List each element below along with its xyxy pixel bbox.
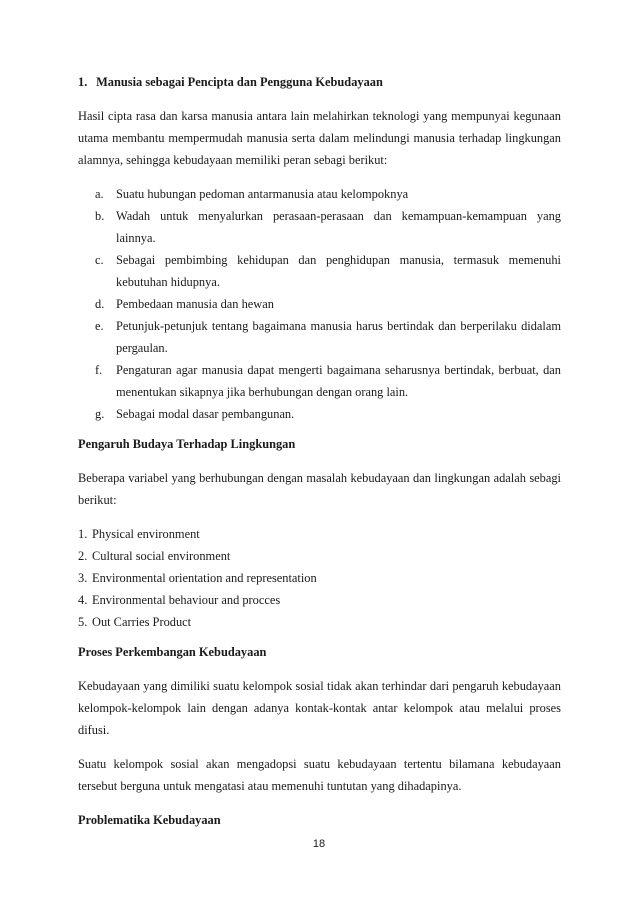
list-item-marker: 1. — [78, 527, 88, 541]
section-heading-1 — [78, 71, 561, 93]
list-item-marker: f. — [95, 363, 103, 377]
section-heading-3: Proses Perkembangan Kebudayaan — [78, 645, 267, 659]
list-item-text: Physical environment — [92, 527, 200, 541]
list-item — [95, 183, 561, 205]
list-item-text: Sebagai modal dasar pembangunan. — [116, 407, 295, 421]
list-item-marker: 3. — [78, 571, 88, 585]
list-item-text: Pembedaan manusia dan hewan — [116, 297, 274, 311]
list-item — [78, 611, 561, 633]
list-item-text: Environmental orientation and representation — [92, 571, 317, 585]
list-item-text: Out Carries Product — [92, 615, 192, 629]
list-item — [78, 545, 561, 567]
role-list — [95, 183, 561, 425]
list-item — [95, 205, 561, 249]
list-item-text: Environmental behaviour and procces — [92, 593, 281, 607]
page-content — [78, 71, 561, 843]
section-number: 1. — [78, 75, 88, 89]
list-item-text: Wadah untuk menyalurkan perasaan-perasaan dan kemampuan-kemampuan yang lainnya. — [116, 209, 561, 245]
list-item-text: Pengaturan agar manusia dapat mengerti bagaimana seharusnya bertindak, berbuat, dan menentukan sikapnya jika berhubungan dengan orang lain. — [116, 363, 561, 399]
list-item — [78, 567, 561, 589]
list-item-marker: d. — [95, 297, 105, 311]
section3-paragraph-2: Suatu kelompok sosial akan mengadopsi suatu kebudayaan tertentu bilamana kebudayaan tersebut berguna untuk mengatasi atau memenuhi tuntutan yang dihadapinya. — [78, 757, 561, 793]
list-item-marker: 5. — [78, 615, 88, 629]
list-item-marker: 4. — [78, 593, 88, 607]
list-item-text: Cultural social environment — [92, 549, 231, 563]
section3-paragraph-1: Kebudayaan yang dimiliki suatu kelompok sosial tidak akan terhindar dari pengaruh kebudayaan kelompok-kelompok lain dengan adanya kontak-kontak antar kelompok atau melalui proses difusi. — [78, 679, 561, 737]
section-title: Manusia sebagai Pencipta dan Pengguna Kebudayaan — [96, 75, 383, 89]
list-item-marker: e. — [95, 319, 104, 333]
list-item-text: Suatu hubungan pedoman antarmanusia atau kelompoknya — [116, 187, 409, 201]
section2-intro-paragraph: Beberapa variabel yang berhubungan dengan masalah kebudayaan dan lingkungan adalah sebagi berikut: — [78, 471, 561, 507]
variable-list — [78, 523, 561, 633]
list-item-marker: b. — [95, 209, 105, 223]
list-item-marker: g. — [95, 407, 105, 421]
list-item-marker: a. — [95, 187, 104, 201]
list-item — [95, 359, 561, 403]
list-item — [95, 315, 561, 359]
section-heading-2: Pengaruh Budaya Terhadap Lingkungan — [78, 437, 296, 451]
list-item-text: Sebagai pembimbing kehidupan dan penghidupan manusia, termasuk memenuhi kebutuhan hidupnya. — [116, 253, 561, 289]
list-item — [95, 249, 561, 293]
list-item — [95, 293, 561, 315]
list-item-marker: 2. — [78, 549, 88, 563]
list-item-text: Petunjuk-petunjuk tentang bagaimana manusia harus bertindak dan berperilaku didalam pergaulan. — [116, 319, 561, 355]
list-item — [78, 523, 561, 545]
page-number: 18 — [312, 838, 326, 850]
list-item-marker: c. — [95, 253, 104, 267]
section1-intro-paragraph: Hasil cipta rasa dan karsa manusia antara lain melahirkan teknologi yang mempunyai kegunaan utama membantu mempermudah manusia serta dalam melindungi manusia terhadap lingkungan alamnya, sehingga kebudayaan memiliki peran sebagi berikut: — [78, 109, 561, 167]
list-item — [95, 403, 561, 425]
list-item — [78, 589, 561, 611]
section-heading-4: Problematika Kebudayaan — [78, 813, 221, 827]
